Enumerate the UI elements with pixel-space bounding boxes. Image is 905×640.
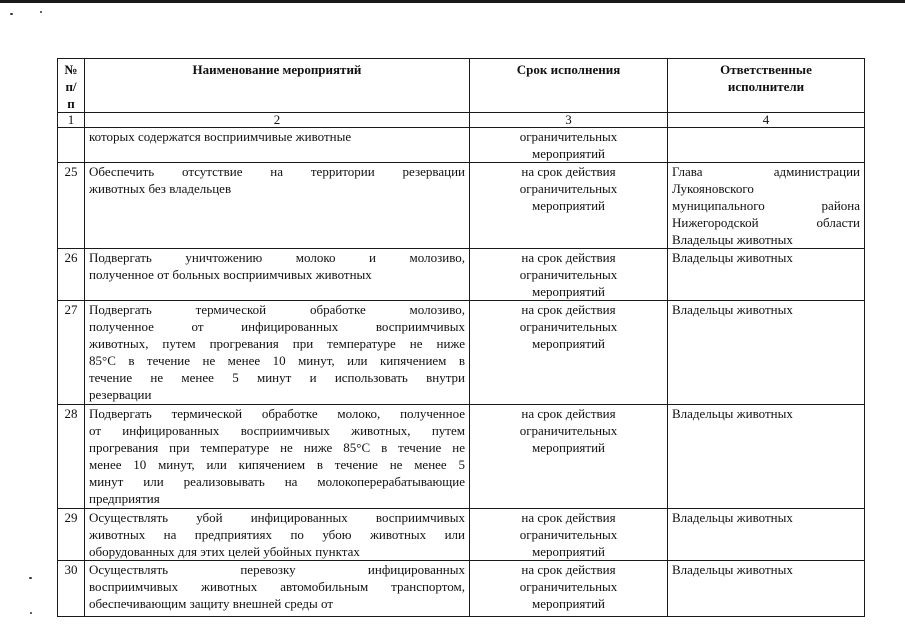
header-term: Срок исполнения [470,59,668,113]
text-line: течение не менее 5 минут и использовать внутри [89,370,465,385]
measure-name-cell [85,405,470,509]
responsible-cell [668,128,865,163]
term-cell [470,301,668,405]
text-line: Владельцы животных [672,406,793,421]
text-line: на срок действия [521,250,616,265]
responsible-cell [668,163,865,249]
table-row [58,301,865,405]
text-line: Лукояновского [672,181,754,196]
column-number: 2 [85,113,470,128]
text-line: восприимчивых животных автомобильным транспортом, [89,579,465,594]
text-line: Обеспечить отсутствие на территории резервации [89,164,465,179]
text-line: Подвергать термической обработке молоко, полученное [89,406,465,421]
table-row [58,561,865,617]
text-line: предприятия [89,491,160,506]
measure-name-cell [85,509,470,561]
text-line: Владельцы животных [672,250,793,265]
text-line: полученное от инфицированных восприимчивых [89,319,465,334]
header-num: № п/п [58,59,85,113]
text-line: которых содержатся восприимчивые животные [89,129,352,144]
responsible-cell [668,561,865,617]
text-line: ограничительных [519,423,618,438]
measure-name-cell [85,301,470,405]
text-line: Подвергать уничтожению молоко и молозиво, [89,250,465,265]
text-line: Владельцы животных [672,232,793,247]
term-cell [470,249,668,301]
document-page [57,58,864,617]
measures-table [57,58,865,617]
text-line: ограничительных [519,527,618,542]
text-line: ограничительных [519,319,618,334]
text-line: мероприятий [532,544,605,559]
text-line: животных на предприятиях по убою животных или [89,527,465,542]
measure-name-cell [85,561,470,617]
row-number: 27 [58,301,85,405]
text-line: муниципального района [672,198,860,213]
term-cell [470,405,668,509]
text-line: ограничительных [519,579,618,594]
responsible-cell [668,301,865,405]
text-line: ограничительных [519,129,618,144]
text-line: прогревания при температуре не ниже 85°С в течение не [89,440,465,455]
text-line: Глава администрации [672,164,860,179]
text-line: на срок действия [521,164,616,179]
text-line: менее 10 минут, или кипячением в течение не менее 5 [89,457,465,472]
scan-speck [40,11,42,13]
table-header-row [58,59,865,113]
term-cell [470,509,668,561]
term-cell [470,128,668,163]
text-line: животных без владельцев [89,181,232,196]
text-line: обеспечивающим защиту внешней среды от [89,596,334,611]
text-line: Осуществлять убой инфицированных восприимчивых [89,510,465,525]
table-row [58,249,865,301]
measure-name-cell [85,249,470,301]
text-line: на срок действия [521,510,616,525]
row-number: 28 [58,405,85,509]
table-row [58,128,865,163]
scan-speck [29,577,32,579]
text-line: полученное от больных восприимчивых животных [89,267,372,282]
row-number [58,128,85,163]
text-line: Нижегородской области [672,215,860,230]
row-number: 30 [58,561,85,617]
text-line: мероприятий [532,198,605,213]
row-number: 29 [58,509,85,561]
column-number: 1 [58,113,85,128]
term-cell [470,163,668,249]
text-line: от инфицированных восприимчивых животных, путем [89,423,465,438]
text-line: минут или реализовывать на молокоперерабатывающие [89,474,465,489]
text-line: резервации [89,387,152,402]
measure-name-cell [85,128,470,163]
column-number: 4 [668,113,865,128]
text-line: мероприятий [532,146,605,161]
column-number: 3 [470,113,668,128]
top-border-line [0,0,905,3]
text-line: на срок действия [521,302,616,317]
text-line: мероприятий [532,440,605,455]
responsible-cell [668,249,865,301]
table-row [58,405,865,509]
text-line: мероприятий [532,284,605,299]
term-cell [470,561,668,617]
text-line: мероприятий [532,336,605,351]
text-line: на срок действия [521,406,616,421]
text-line: Владельцы животных [672,510,793,525]
header-resp: Ответственные исполнители [668,59,865,113]
text-line: Подвергать термической обработке молозиво, [89,302,465,317]
row-number: 25 [58,163,85,249]
text-line: Владельцы животных [672,562,793,577]
text-line: на срок действия [521,562,616,577]
text-line: оборудованных для этих целей убойных пунктах [89,544,360,559]
responsible-cell [668,509,865,561]
text-line: ограничительных [519,267,618,282]
header-name: Наименование мероприятий [85,59,470,113]
scan-speck [30,612,32,614]
table-body [58,128,865,617]
table-row [58,509,865,561]
text-line: ограничительных [519,181,618,196]
row-number: 26 [58,249,85,301]
measure-name-cell [85,163,470,249]
text-line: животных, путем прогревания при температуре не ниже [89,336,465,351]
text-line: Владельцы животных [672,302,793,317]
table-row [58,163,865,249]
text-line: Осуществлять перевозку инфицированных [89,562,465,577]
text-line: 85°С в течение не менее 10 минут, или кипячением в [89,353,465,368]
column-number-row [58,113,865,128]
text-line: мероприятий [532,596,605,611]
scan-speck [10,13,13,15]
responsible-cell [668,405,865,509]
